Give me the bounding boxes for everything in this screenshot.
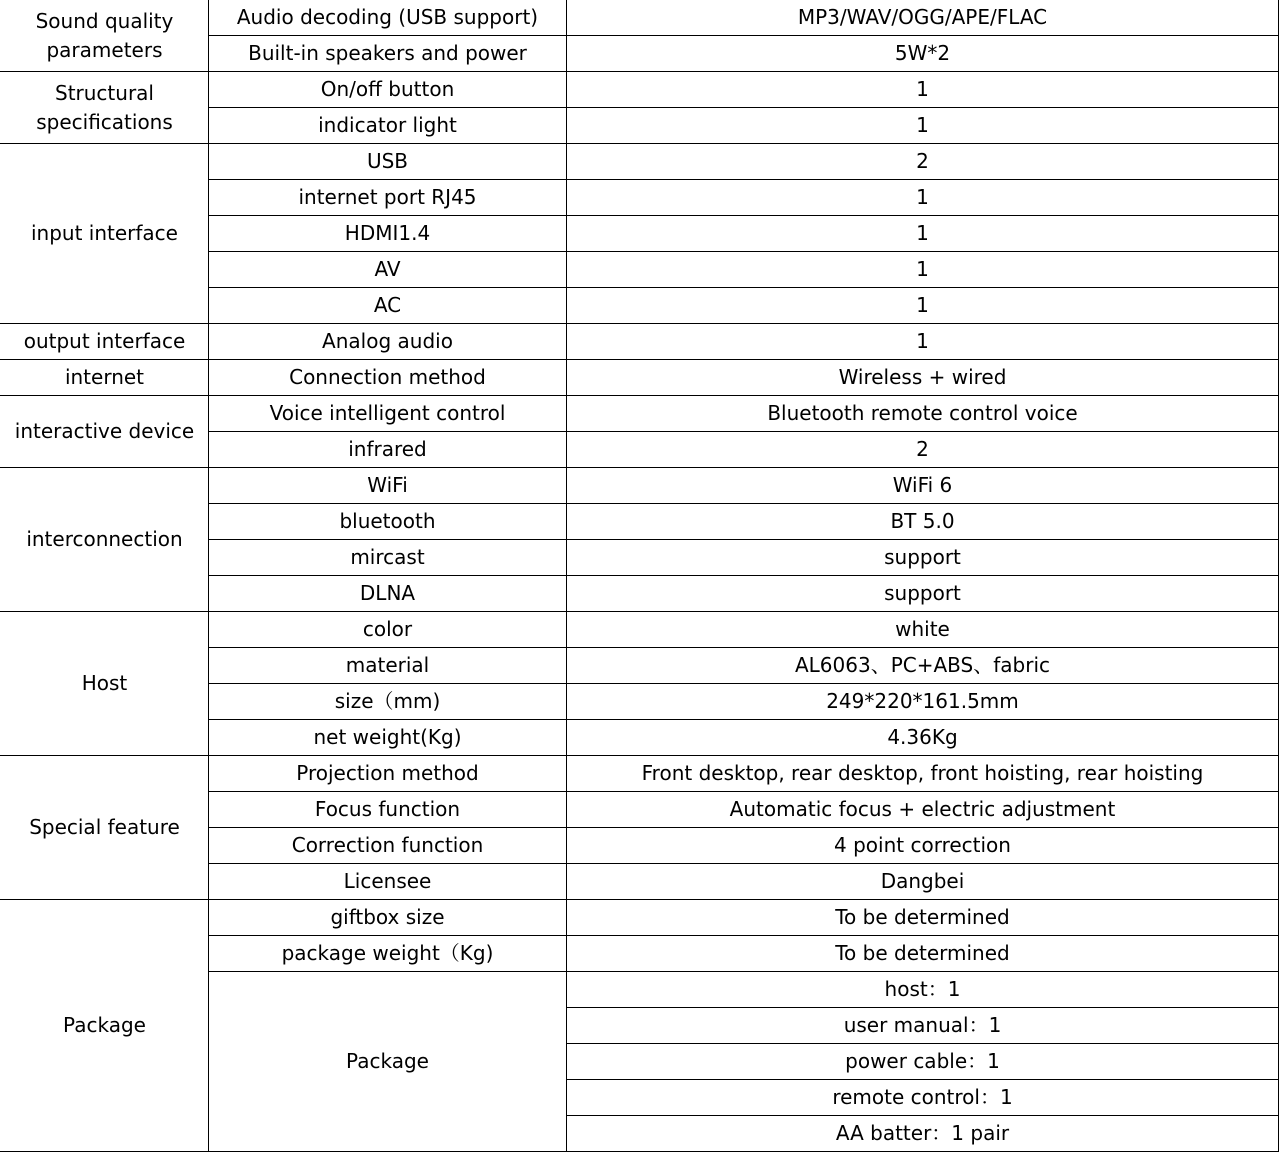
item-cell: On/off button — [209, 72, 567, 108]
table-row — [1, 324, 1279, 360]
package-contents-item-cell: Package — [209, 972, 567, 1152]
value-cell: 1 — [567, 252, 1279, 288]
value-cell: Wireless + wired — [567, 360, 1279, 396]
item-cell: Focus function — [209, 792, 567, 828]
item-cell: material — [209, 648, 567, 684]
item-cell: internet port RJ45 — [209, 180, 567, 216]
group-name-cell: interactive device — [1, 396, 209, 468]
value-cell: Front desktop, rear desktop, front hoisting, rear hoisting — [567, 756, 1279, 792]
value-cell: 249*220*161.5mm — [567, 684, 1279, 720]
item-cell: Licensee — [209, 864, 567, 900]
table-row — [1, 396, 1279, 432]
value-cell: support — [567, 576, 1279, 612]
package-contents-value-cell: host：1 — [567, 972, 1279, 1008]
item-cell: Correction function — [209, 828, 567, 864]
group-name-cell: Special feature — [1, 756, 209, 900]
package-contents-value-cell: user manual：1 — [567, 1008, 1279, 1044]
value-cell: 2 — [567, 144, 1279, 180]
value-cell: 4 point correction — [567, 828, 1279, 864]
value-cell: 1 — [567, 324, 1279, 360]
value-cell: 1 — [567, 216, 1279, 252]
item-cell: bluetooth — [209, 504, 567, 540]
item-cell: DLNA — [209, 576, 567, 612]
value-cell: 5W*2 — [567, 36, 1279, 72]
table-row — [1, 612, 1279, 648]
item-cell: Built-in speakers and power — [209, 36, 567, 72]
spec-table-body — [1, 0, 1279, 1152]
table-row — [1, 72, 1279, 108]
item-cell: HDMI1.4 — [209, 216, 567, 252]
item-cell: Voice intelligent control — [209, 396, 567, 432]
value-cell: To be determined — [567, 936, 1279, 972]
value-cell: white — [567, 612, 1279, 648]
value-cell: MP3/WAV/OGG/APE/FLAC — [567, 0, 1279, 36]
item-cell: package weight（Kg) — [209, 936, 567, 972]
value-cell: BT 5.0 — [567, 504, 1279, 540]
item-cell: WiFi — [209, 468, 567, 504]
item-cell: infrared — [209, 432, 567, 468]
value-cell: 1 — [567, 108, 1279, 144]
item-cell: net weight(Kg) — [209, 720, 567, 756]
item-cell: AC — [209, 288, 567, 324]
item-cell: Audio decoding (USB support) — [209, 0, 567, 36]
group-name-cell: Structural specifications — [1, 72, 209, 144]
package-contents-value-cell: power cable：1 — [567, 1044, 1279, 1080]
value-cell: 1 — [567, 72, 1279, 108]
item-cell: giftbox size — [209, 900, 567, 936]
table-row — [1, 0, 1279, 36]
item-cell: mircast — [209, 540, 567, 576]
table-row — [1, 756, 1279, 792]
group-name-cell: Sound quality parameters — [1, 0, 209, 72]
group-name-cell: Package — [1, 900, 209, 1152]
table-row — [1, 144, 1279, 180]
item-cell: Connection method — [209, 360, 567, 396]
value-cell: Dangbei — [567, 864, 1279, 900]
item-cell: indicator light — [209, 108, 567, 144]
group-name-cell: interconnection — [1, 468, 209, 612]
group-name-cell: internet — [1, 360, 209, 396]
value-cell: 1 — [567, 180, 1279, 216]
package-contents-value-cell: remote control：1 — [567, 1080, 1279, 1116]
item-cell: color — [209, 612, 567, 648]
value-cell: Bluetooth remote control voice — [567, 396, 1279, 432]
value-cell: Automatic focus + electric adjustment — [567, 792, 1279, 828]
item-cell: USB — [209, 144, 567, 180]
value-cell: 4.36Kg — [567, 720, 1279, 756]
table-row — [1, 468, 1279, 504]
group-name-cell: input interface — [1, 144, 209, 324]
value-cell: AL6063、PC+ABS、fabric — [567, 648, 1279, 684]
value-cell: WiFi 6 — [567, 468, 1279, 504]
item-cell: size（mm) — [209, 684, 567, 720]
group-name-cell: output interface — [1, 324, 209, 360]
value-cell: support — [567, 540, 1279, 576]
value-cell: 1 — [567, 288, 1279, 324]
value-cell: 2 — [567, 432, 1279, 468]
group-name-cell: Host — [1, 612, 209, 756]
table-row — [1, 360, 1279, 396]
item-cell: Analog audio — [209, 324, 567, 360]
value-cell: To be determined — [567, 900, 1279, 936]
item-cell: Projection method — [209, 756, 567, 792]
package-contents-value-cell: AA batter：1 pair — [567, 1116, 1279, 1152]
item-cell: AV — [209, 252, 567, 288]
table-row — [1, 900, 1279, 936]
